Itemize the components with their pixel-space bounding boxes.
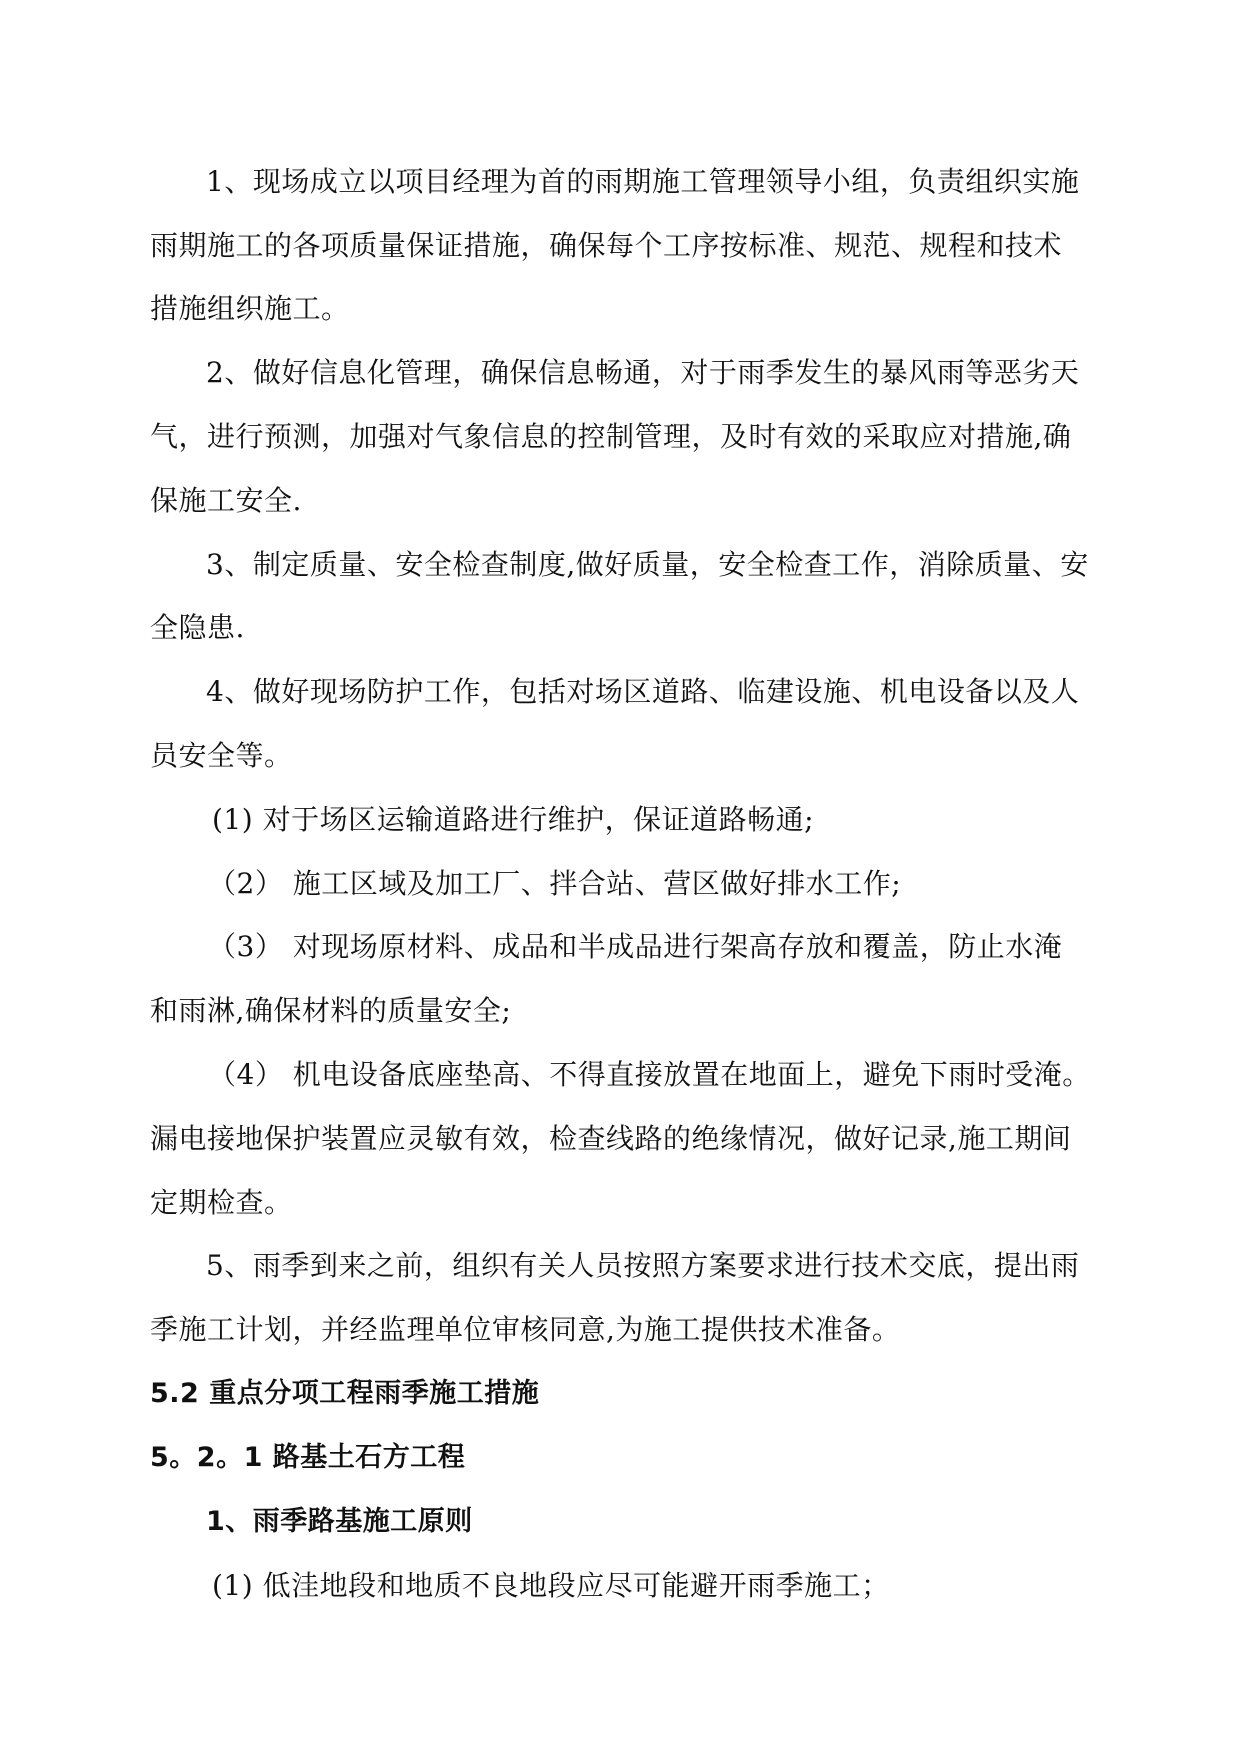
list-item-1: (1) 对于场区运输道路进行维护，保证道路畅通; — [212, 803, 814, 836]
list-item-4-line-3: 定期检查。 — [150, 1186, 293, 1219]
principle-item-1: (1) 低洼地段和地质不良地段应尽可能避开雨季施工； — [212, 1569, 890, 1602]
section-heading-5-2: 5.2 重点分项工程雨季施工措施 — [150, 1378, 540, 1409]
paragraph-3-line-2: 全隐患. — [150, 611, 245, 644]
list-item-4-line-1: （4） 机电设备底座垫高、不得直接放置在地面上，避免下雨时受淹。 — [208, 1058, 1091, 1091]
paragraph-5-line-2: 季施工计划，并经监理单位审核同意,为施工提供技术准备。 — [150, 1313, 901, 1346]
paragraph-2-line-2: 气，进行预测，加强对气象信息的控制管理，及时有效的采取应对措施,确 — [150, 420, 1072, 453]
paragraph-5-line-1: 5、雨季到来之前，组织有关人员按照方案要求进行技术交底，提出雨 — [206, 1249, 1080, 1282]
list-item-3-line-2: 和雨淋,确保材料的质量安全; — [150, 994, 512, 1027]
paragraph-3-line-1: 3、制定质量、安全检查制度,做好质量，安全检查工作，消除质量、安 — [206, 548, 1089, 581]
paragraph-1-line-3: 措施组织施工。 — [150, 292, 350, 325]
paragraph-1-line-1: 1、现场成立以项目经理为首的雨期施工管理领导小组，负责组织实施 — [206, 165, 1080, 198]
paragraph-4-line-1: 4、做好现场防护工作，包括对场区道路、临建设施、机电设备以及人 — [206, 675, 1080, 708]
paragraph-2-line-1: 2、做好信息化管理，确保信息畅通，对于雨季发生的暴风雨等恶劣天 — [206, 356, 1080, 389]
list-item-4-line-2: 漏电接地保护装置应灵敏有效，检查线路的绝缘情况，做好记录,施工期间 — [150, 1122, 1072, 1155]
subheading-rainy-season-principles: 1、雨季路基施工原则 — [206, 1506, 473, 1537]
list-item-3-line-1: （3） 对现场原材料、成品和半成品进行架高存放和覆盖，防止水淹 — [208, 930, 1063, 963]
paragraph-2-line-3: 保施工安全. — [150, 484, 302, 517]
paragraph-1-line-2: 雨期施工的各项质量保证措施，确保每个工序按标准、规范、规程和技术 — [150, 229, 1063, 262]
paragraph-4-line-2: 员安全等。 — [150, 739, 293, 772]
section-heading-5-2-1: 5。2。1 路基土石方工程 — [150, 1442, 466, 1473]
list-item-2: （2） 施工区域及加工厂、拌合站、营区做好排水工作; — [208, 867, 902, 900]
